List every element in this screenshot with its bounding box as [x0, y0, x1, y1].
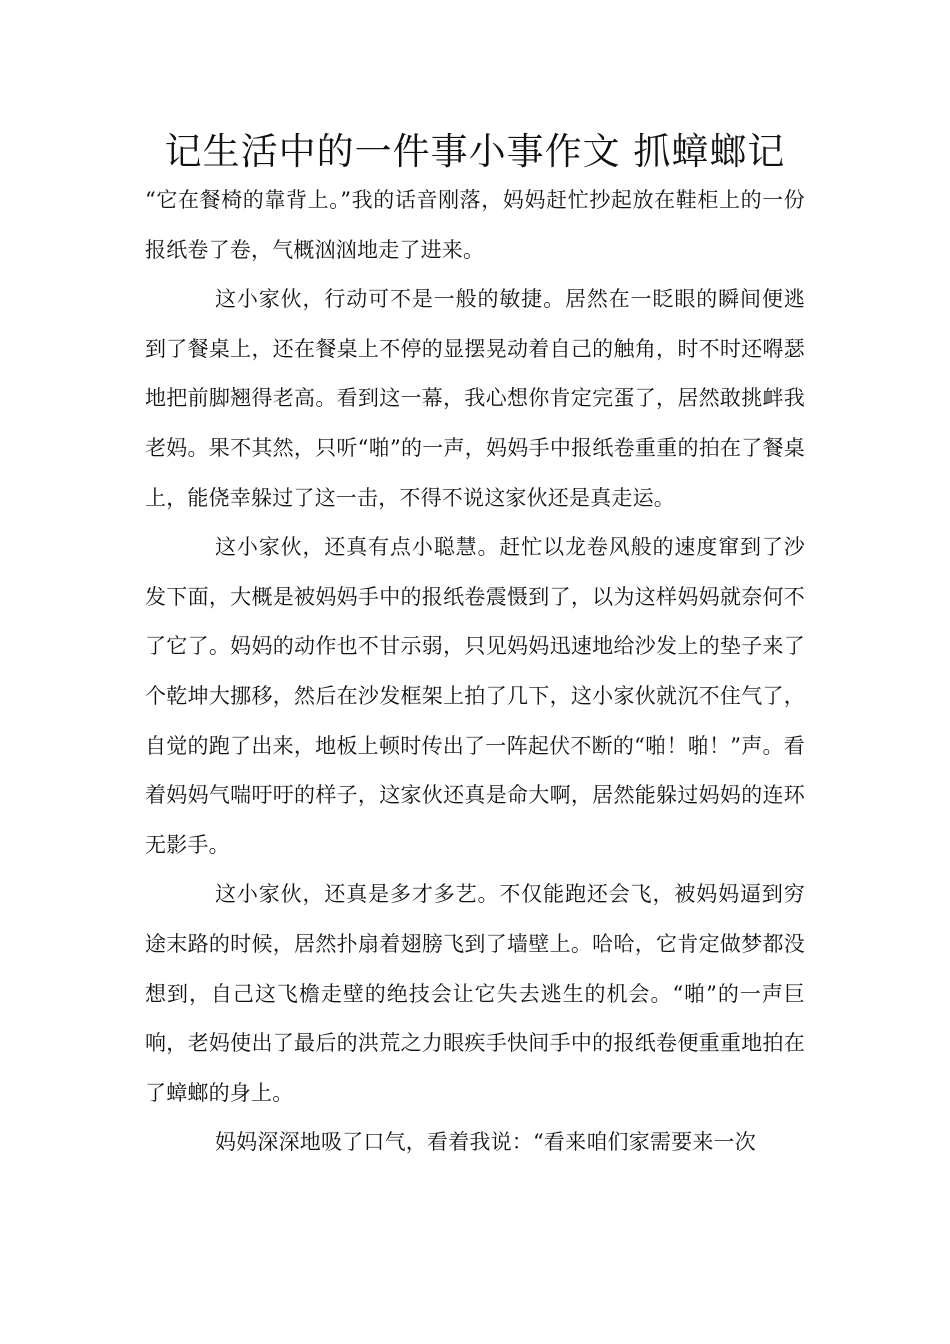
paragraph-5: 妈妈深深地吸了口气，看着我说：“看来咱们家需要来一次 [215, 1130, 756, 1155]
document-body [145, 176, 805, 1168]
document-title: 记生活中的一件事小事作文 抓蟑螂记 [164, 130, 786, 173]
paragraph-2: 这小家伙，行动可不是一般的敏捷。居然在一眨眼的瞬间便逃到了餐桌上，还在餐桌上不停的显摆晃动着自己的触角，时不时还嘚瑟地把前脚翘得老高。看到这一幕，我心想你肯定完蛋了，居然敢挑衅我老妈。果不其然，只听“啪”的一声，妈妈手中报纸卷重重的拍在了餐桌上，能侥幸躲过了这一击，不得不说这家伙还是真走运。 [145, 287, 805, 510]
paragraph-4: 这小家伙，还真是多才多艺。不仅能跑还会飞，被妈妈逼到穷途末路的时候，居然扑扇着翅膀飞到了墙壁上。哈哈，它肯定做梦都没想到，自己这飞檐走壁的绝技会让它失去逃生的机会。“啪”的一声巨响，老妈使出了最后的洪荒之力眼疾手快间手中的报纸卷便重重地拍在了蟑螂的身上。 [145, 882, 805, 1105]
paragraph-3: 这小家伙，还真有点小聪慧。赶忙以龙卷风般的速度窜到了沙发下面，大概是被妈妈手中的报纸卷震慑到了，以为这样妈妈就奈何不了它了。妈妈的动作也不甘示弱，只见妈妈迅速地给沙发上的垫子来了个乾坤大挪移，然后在沙发框架上拍了几下，这小家伙就沉不住气了，自觉的跑了出来，地板上顿时传出了一阵起伏不断的“啪！啪！”声。看着妈妈气喘吁吁的样子，这家伙还真是命大啊，居然能躲过妈妈的连环无影手。 [145, 535, 805, 857]
paragraph-1: “它在餐椅的靠背上。”我的话音刚落，妈妈赶忙抄起放在鞋柜上的一份报纸卷了卷，气概汹汹地走了进来。 [145, 188, 805, 262]
